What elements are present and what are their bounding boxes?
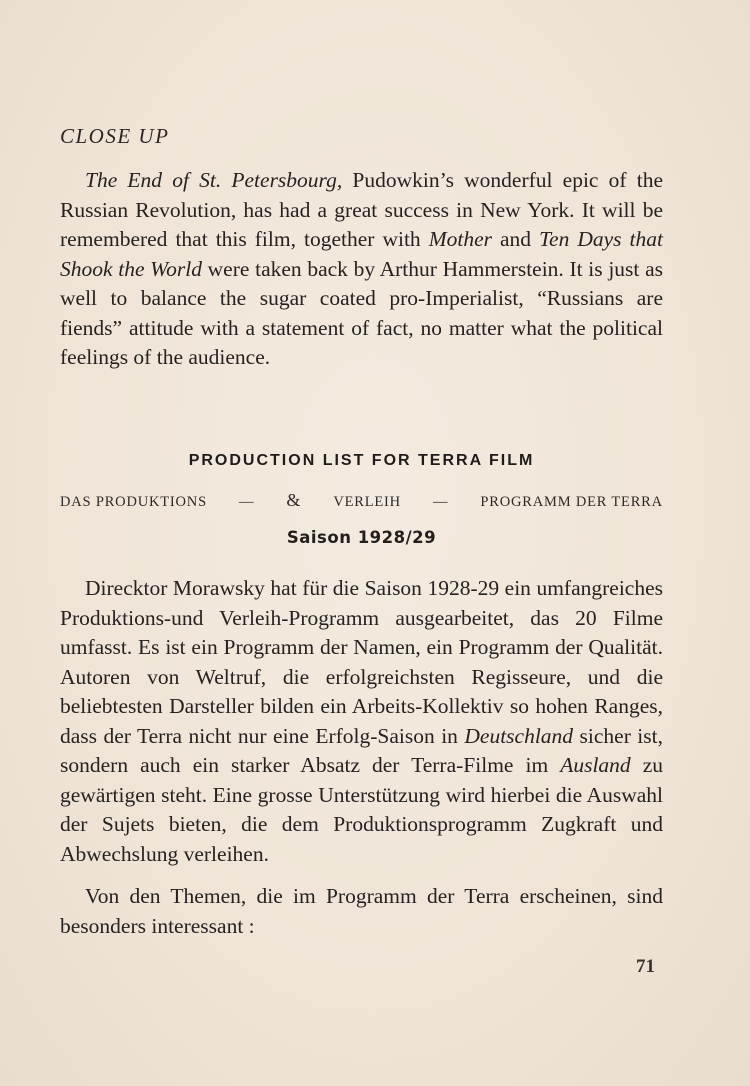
section-subtitle [60,490,663,511]
subtitle-ampersand: & [286,490,302,510]
paragraph-text: Von den Themen, die im Programm der Terra erscheinen, sind besonders interessant : [60,884,663,938]
paragraph-text: sicher ist, sondern auch ein starker Absatz der Terra-Filme im [60,723,663,777]
paragraph-text: were taken back by Arthur Hammerstein. It is just as well to balance the sugar coated pro-Imperialist, “Russians are fiends” attitude with a statement of fact, no matter what the political feelings of the audience. [60,256,663,369]
paragraph-text: Pudowkin’s wonderful epic of the Russian Revolution, has had a great success in New York. It will be remembered that this film, together with [60,168,663,251]
season-heading: Saison 1928/29 [286,528,437,547]
film-title-ten-days: Ten Days that Shook the World [60,227,663,281]
subtitle-programm: PROGRAMM DER TERRA [480,494,663,510]
place-ausland: Ausland [560,753,631,777]
paragraph-text: zu gewärtigen steht. Eine grosse Unterstützung wird hierbei die Auswahl der Sujets bieten, die dem Produktionsprogramm Zugkraft und Abwechslung verleihen. [60,753,663,866]
film-title-petersbourg: The End of St. Petersbourg, [85,168,343,192]
section-title: PRODUCTION LIST FOR TERRA FILM [188,452,535,469]
subtitle-verleih: VERLEIH [333,494,401,510]
page-number: 71 [636,956,655,977]
subtitle-dash: — [239,494,255,510]
subtitle-produktions: DAS PRODUKTIONS [60,494,207,510]
film-title-mother: Mother [428,227,492,251]
paragraph-morawsky [60,574,663,869]
subtitle-dash: — [433,494,449,510]
place-deutschland: Deutschland [464,723,574,748]
paragraph-text: and [491,227,540,251]
paragraph-themen [60,882,663,941]
paragraph-petersbourg [60,166,663,373]
paragraph-text: Direcktor Morawsky hat für die Saison 1928-29 ein umfangreiches Produktions-und Verleih-Programm ausgearbeitet, das 20 Filme umfasst. Es ist ein Programm der Namen, ein Programm der Qualität. Autoren von Weltruf, die erfolgreichsten Regisseure, und die beliebtesten Darsteller bilden ein Arbeits-Kollektiv so hohen Ranges, dass der Terra nicht nur eine Erfolg-Saison in [60,576,663,748]
running-head: CLOSE UP [60,124,170,148]
